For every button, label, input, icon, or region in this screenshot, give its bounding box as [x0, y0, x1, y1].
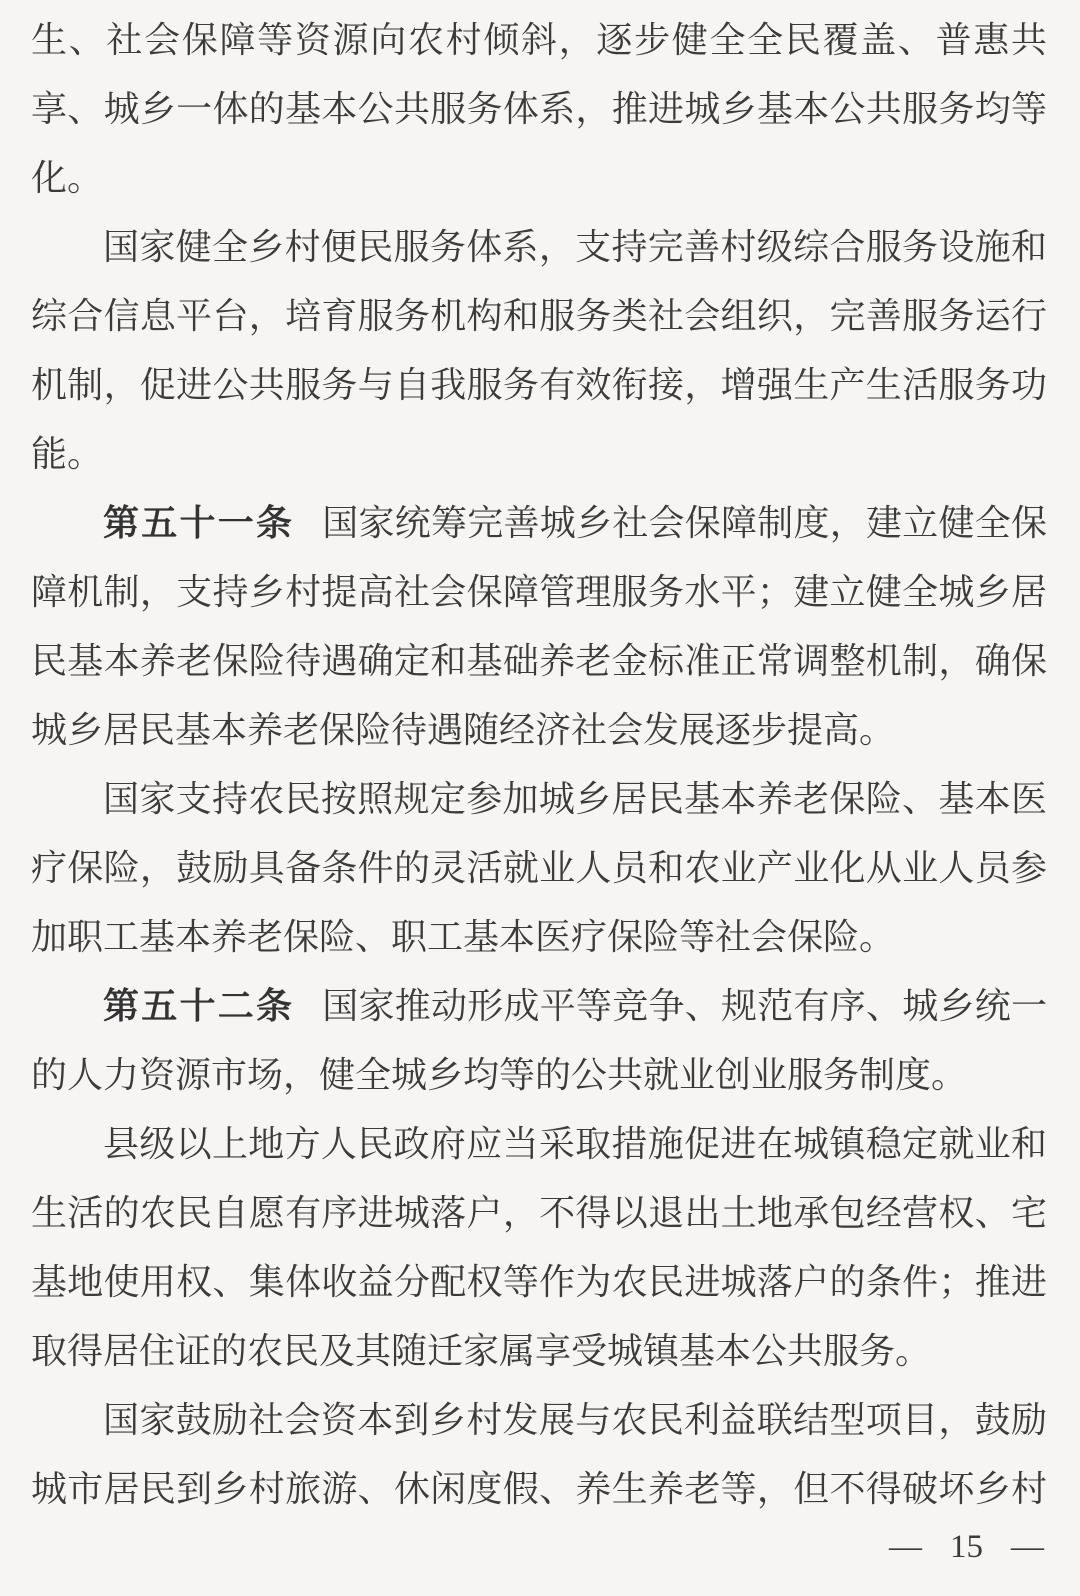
- text-line: 国家健全乡村便民服务体系，支持完善村级综合服务设施和: [103, 227, 1047, 267]
- text-line: 国家鼓励社会资本到乡村发展与农民利益联结型项目，鼓励: [103, 1400, 1047, 1440]
- text-line: 化。: [31, 158, 104, 198]
- text-line: 城市居民到乡村旅游、休闲度假、养生养老等，但不得破坏乡村: [31, 1469, 1047, 1509]
- text-line: 的人力资源市场，健全城乡均等的公共就业创业服务制度。: [31, 1055, 968, 1095]
- text-line: 民基本养老保险待遇确定和基础养老金标准正常调整机制，确保: [31, 641, 1047, 681]
- text-line-article-52: [31, 972, 1047, 1041]
- article-number: 第五十一条: [103, 503, 295, 543]
- text-line-article-51: [31, 489, 1047, 558]
- text-line: 享、城乡一体的基本公共服务体系，推进城乡基本公共服务均等: [31, 89, 1047, 129]
- text-line: 加职工基本养老保险、职工基本医疗保险等社会保险。: [31, 917, 896, 957]
- footer-dash-left: —: [889, 1529, 922, 1565]
- text-line: 机制，促进公共服务与自我服务有效衔接，增强生产生活服务功: [31, 365, 1047, 405]
- article-number: 第五十二条: [103, 986, 295, 1026]
- document-body: [31, 6, 1047, 1524]
- text-line: 国家支持农民按照规定参加城乡居民基本养老保险、基本医: [103, 779, 1047, 819]
- text-line: 基地使用权、集体收益分配权等作为农民进城落户的条件；推进: [31, 1262, 1047, 1302]
- text-line: 取得居住证的农民及其随迁家属享受城镇基本公共服务。: [31, 1331, 932, 1371]
- text-line: 县级以上地方人民政府应当采取措施促进在城镇稳定就业和: [103, 1124, 1047, 1164]
- footer-dash-right: —: [1011, 1529, 1044, 1565]
- text-line: 能。: [31, 434, 104, 474]
- text-line: 生活的农民自愿有序进城落户，不得以退出土地承包经营权、宅: [31, 1193, 1047, 1233]
- line-text: 国家统筹完善城乡社会保障制度，建立健全保: [322, 503, 1047, 543]
- text-line: 障机制，支持乡村提高社会保障管理服务水平；建立健全城乡居: [31, 572, 1047, 612]
- text-line: 疗保险，鼓励具备条件的灵活就业人员和农业产业化从业人员参: [31, 848, 1047, 888]
- page-footer: [889, 1524, 1044, 1570]
- text-line: 城乡居民基本养老保险待遇随经济社会发展逐步提高。: [31, 710, 896, 750]
- text-line: 生、社会保障等资源向农村倾斜，逐步健全全民覆盖、普惠共: [31, 20, 1047, 60]
- page-number: 15: [950, 1529, 983, 1565]
- text-line: 综合信息平台，培育服务机构和服务类社会组织，完善服务运行: [31, 296, 1047, 336]
- line-text: 国家推动形成平等竞争、规范有序、城乡统一: [322, 986, 1047, 1026]
